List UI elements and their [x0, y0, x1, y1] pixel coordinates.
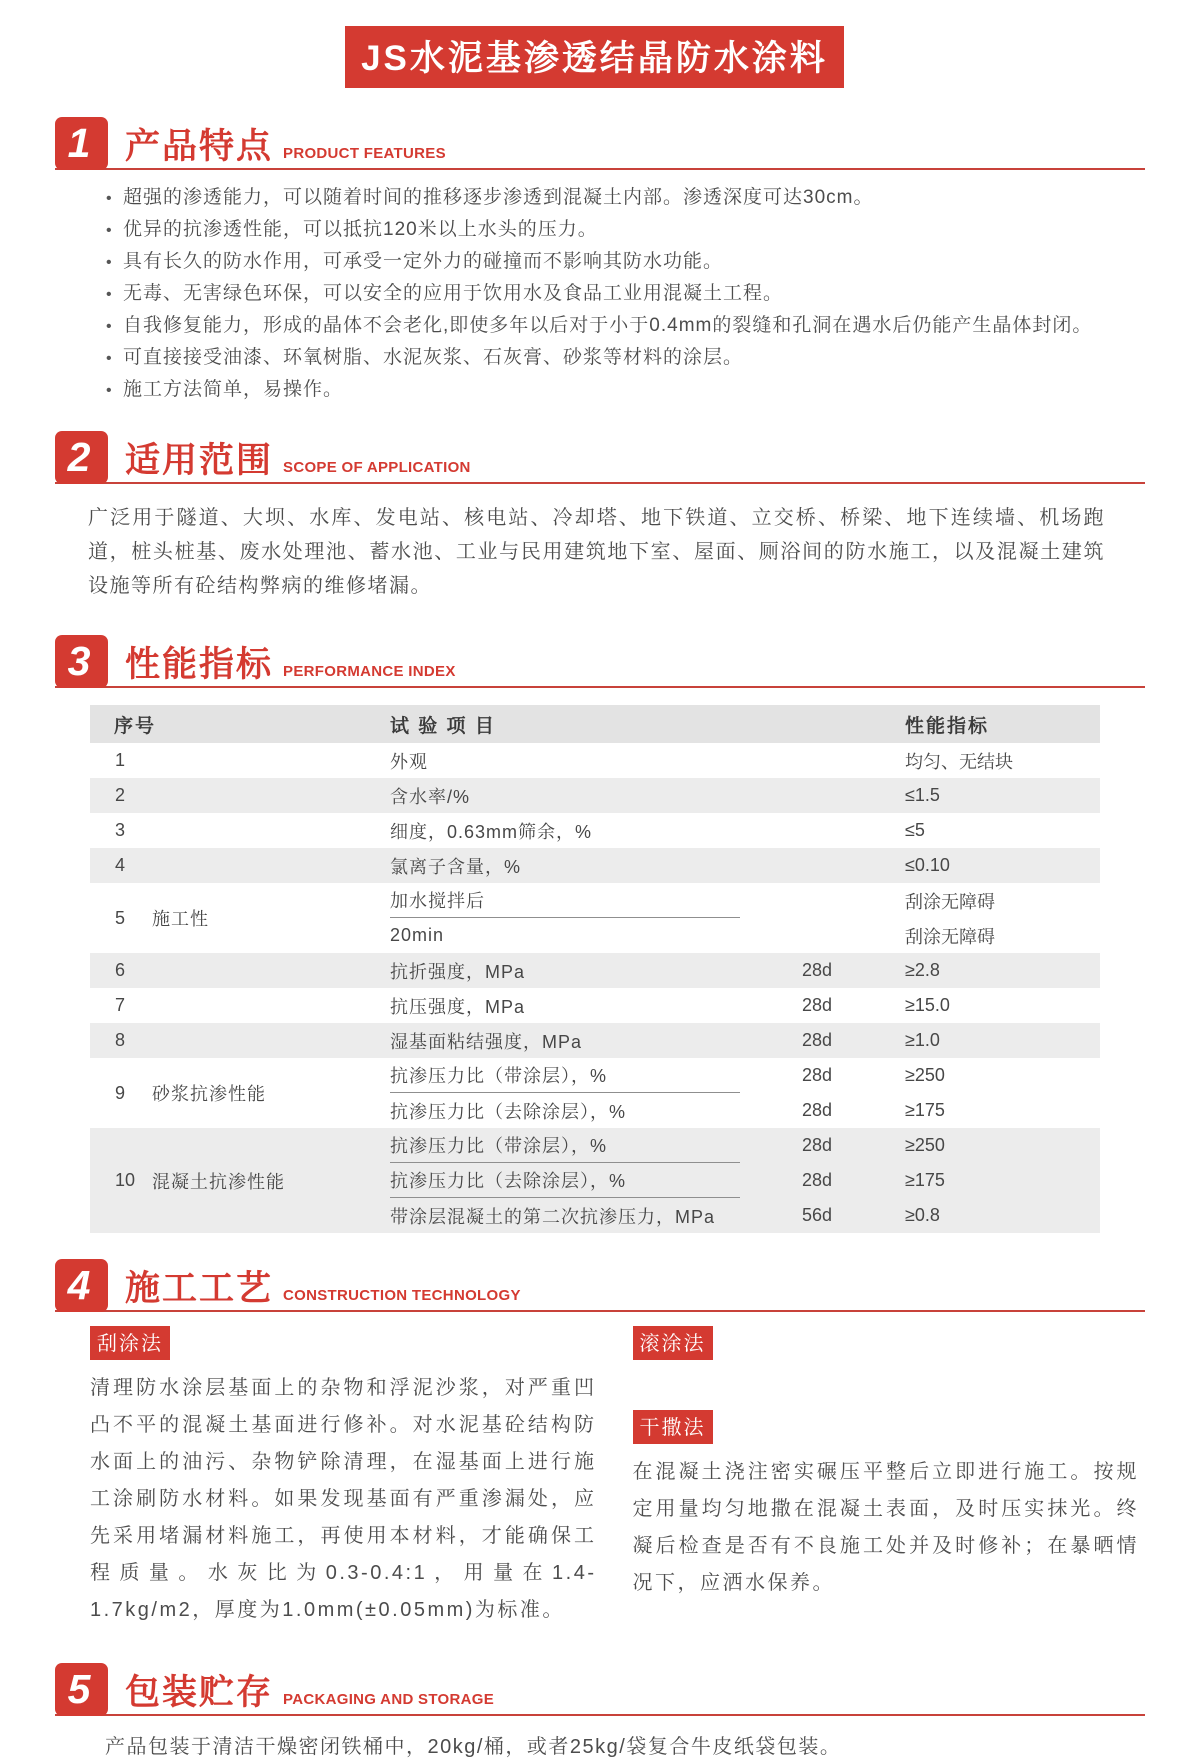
- section-header-performance: [55, 635, 1145, 688]
- cell-row-number: 8: [115, 1030, 126, 1050]
- feature-item: • 优异的抗渗透性能，可以抵抗120米以上水头的压力。: [106, 218, 1099, 241]
- section-number-badge: 1: [55, 117, 108, 170]
- cell-age: 28d: [802, 1065, 833, 1085]
- cell-test-name: 抗渗压力比（带涂层），%: [390, 1128, 740, 1163]
- cell-row-number: 5: [115, 907, 126, 928]
- cell-test-items: [390, 848, 1100, 883]
- section-header-packaging: [55, 1663, 1145, 1716]
- cell-row-number: 3: [115, 820, 126, 840]
- section-header-features: [55, 117, 1145, 170]
- cell-index-value: ≥175: [905, 1170, 945, 1190]
- cell-index-value: ≥2.8: [905, 960, 940, 980]
- test-item-subrow: [390, 918, 1100, 953]
- cell-test-items: [390, 953, 1100, 988]
- cell-age: 28d: [802, 1135, 833, 1155]
- table-row: [90, 1058, 1100, 1128]
- feature-list: [106, 186, 1099, 401]
- cell-row-number: 4: [115, 855, 126, 875]
- section-number-badge: 3: [55, 635, 108, 688]
- section-number-badge: 4: [55, 1259, 108, 1312]
- cell-test-items: [390, 743, 1100, 778]
- method-text-dry-sprinkle: 在混凝土浇注密实碾压平整后立即进行施工。按规定用量均匀地撒在混凝土表面，及时压实抹光。终凝后检查是否有不良施工处并及时修补；在暴晒情况下，应洒水保养。: [632, 1461, 1139, 1594]
- cell-test-items: [390, 1023, 1100, 1058]
- test-item-subrow: [390, 1163, 1100, 1198]
- cell-category: [152, 743, 390, 778]
- cell-test-items: [390, 988, 1100, 1023]
- section-subtitle: SCOPE OF APPLICATION: [283, 459, 471, 476]
- cell-test-name: 含水率/%: [390, 786, 471, 807]
- spacer: [633, 1370, 1140, 1410]
- cell-age: 28d: [802, 1100, 833, 1120]
- cell-test-name: 带涂层混凝土的第二次抗渗压力，MPa: [390, 1206, 716, 1227]
- table-row: [90, 1023, 1100, 1058]
- cell-test-items: [390, 883, 1100, 953]
- method-badge-roller: 滚涂法: [633, 1326, 713, 1360]
- table-row: [90, 953, 1100, 988]
- section-subtitle: CONSTRUCTION TECHNOLOGY: [283, 1287, 521, 1304]
- section-title: 性能指标: [125, 645, 274, 684]
- cell-row-number: 7: [115, 995, 126, 1015]
- cell-age: 28d: [802, 1170, 833, 1190]
- cell-category: [152, 813, 390, 848]
- cell-age: 28d: [802, 995, 833, 1015]
- feature-item: • 无毒、无害绿色环保，可以安全的应用于饮用水及食品工业用混凝土工程。: [106, 282, 1099, 305]
- test-item-subrow: [390, 743, 1100, 778]
- cell-category: [152, 988, 390, 1023]
- method-badge-dry-sprinkle: 干撒法: [633, 1410, 713, 1444]
- cell-test-name: 抗渗压力比（带涂层），%: [390, 1058, 740, 1093]
- test-item-subrow: [390, 1128, 1100, 1163]
- feature-item: • 超强的渗透能力，可以随着时间的推移逐步渗透到混凝土内部。渗透深度可达30cm。: [106, 186, 1099, 209]
- performance-table: [90, 705, 1100, 1233]
- test-item-subrow: [390, 1058, 1100, 1093]
- cell-test-items: [390, 1128, 1100, 1233]
- cell-index-value: ≥250: [905, 1135, 945, 1155]
- test-item-subrow: [390, 813, 1100, 848]
- column-header-index: 性能指标: [905, 715, 990, 737]
- cell-category: [152, 848, 390, 883]
- table-row: [90, 1128, 1100, 1233]
- cell-index-value: ≤0.10: [905, 855, 950, 875]
- cell-index-value: ≥15.0: [905, 995, 950, 1015]
- table-row: [90, 813, 1100, 848]
- cell-index-value: 刮涂无障碍: [905, 891, 995, 912]
- table-row: [90, 883, 1100, 953]
- cell-index-value: ≥1.0: [905, 1030, 940, 1050]
- section-subtitle: PACKAGING AND STORAGE: [283, 1691, 495, 1708]
- section-title: 产品特点: [125, 127, 274, 166]
- construction-columns: [90, 1326, 1139, 1629]
- method-badge-scrape: 刮涂法: [90, 1326, 170, 1360]
- table-row: [90, 988, 1100, 1023]
- cell-row-number: 2: [115, 785, 126, 805]
- feature-item: • 自我修复能力，形成的晶体不会老化,即使多年以后对于小于0.4mm的裂缝和孔洞在遇水后仍能产生晶体封闭。: [106, 314, 1099, 337]
- test-item-subrow: [390, 1198, 1100, 1233]
- construction-right-column: [633, 1326, 1140, 1629]
- test-item-subrow: [390, 1023, 1100, 1058]
- section-number-badge: 2: [55, 431, 108, 484]
- cell-category: [152, 953, 390, 988]
- section-subtitle: PRODUCT FEATURES: [283, 145, 446, 162]
- cell-test-items: [390, 1058, 1100, 1128]
- test-item-subrow: [390, 953, 1100, 988]
- cell-test-name: 细度，0.63mm筛余，%: [390, 821, 593, 842]
- cell-test-name: 氯离子含量，%: [390, 856, 522, 877]
- cell-test-name: 抗压强度，MPa: [390, 996, 526, 1017]
- cell-category: [152, 778, 390, 813]
- cell-index-value: 刮涂无障碍: [905, 926, 995, 947]
- feature-item: • 可直接接受油漆、环氧树脂、水泥灰浆、石灰膏、砂浆等材料的涂层。: [106, 346, 1099, 369]
- test-item-subrow: [390, 1093, 1100, 1128]
- feature-item: • 施工方法简单，易操作。: [106, 378, 1099, 401]
- column-header-no: 序号: [114, 715, 157, 737]
- table-row: [90, 848, 1100, 883]
- cell-test-name: 抗折强度，MPa: [390, 961, 526, 982]
- cell-row-number: 6: [115, 960, 126, 980]
- table-row: [90, 743, 1100, 778]
- packaging-paragraph: 产品包装于清洁干燥密闭铁桶中，20kg/桶，或者25kg/袋复合牛皮纸袋包装。: [105, 1736, 842, 1758]
- cell-test-name: 20min: [390, 925, 445, 945]
- test-item-subrow: [390, 778, 1100, 813]
- scope-paragraph: 广泛用于隧道、大坝、水库、发电站、核电站、冷却塔、地下铁道、立交桥、桥梁、地下连续墙、机场跑道，桩头桩基、废水处理池、蓄水池、工业与民用建筑地下室、屋面、厕浴间的防水施工，以及混凝土建筑设施等所有砼结构弊病的维修堵漏。: [88, 507, 1105, 597]
- section-title: 适用范围: [125, 441, 274, 480]
- cell-category: 混凝土抗渗性能: [152, 1171, 285, 1192]
- cell-age: 28d: [802, 1030, 833, 1050]
- construction-left-column: [90, 1326, 597, 1629]
- section-header-scope: [55, 431, 1145, 484]
- cell-category: [152, 1023, 390, 1058]
- cell-index-value: ≥250: [905, 1065, 945, 1085]
- cell-test-name: 抗渗压力比（去除涂层），%: [390, 1101, 627, 1122]
- page-title: JS水泥基渗透结晶防水涂料: [345, 26, 844, 88]
- section-header-construction: [55, 1259, 1145, 1312]
- section-number-badge: 5: [55, 1663, 108, 1716]
- test-item-subrow: [390, 883, 1100, 918]
- feature-item: • 具有长久的防水作用，可承受一定外力的碰撞而不影响其防水功能。: [106, 250, 1099, 273]
- cell-index-value: ≤1.5: [905, 785, 940, 805]
- cell-category: 砂浆抗渗性能: [152, 1084, 266, 1104]
- cell-index-value: ≤5: [905, 820, 925, 840]
- cell-test-name: 抗渗压力比（去除涂层），%: [390, 1163, 740, 1198]
- cell-test-name: 加水搅拌后: [390, 883, 740, 918]
- cell-row-number: 10: [115, 1170, 136, 1190]
- performance-table-body: [90, 743, 1100, 1233]
- cell-test-items: [390, 778, 1100, 813]
- section-title: 包装贮存: [125, 1673, 274, 1712]
- test-item-subrow: [390, 988, 1100, 1023]
- section-title: 施工工艺: [125, 1269, 274, 1308]
- cell-test-items: [390, 813, 1100, 848]
- cell-index-value: ≥0.8: [905, 1205, 940, 1225]
- cell-test-name: 外观: [390, 751, 428, 772]
- cell-row-number: 1: [115, 750, 126, 770]
- test-item-subrow: [390, 848, 1100, 883]
- table-header-row: [90, 705, 1100, 743]
- cell-index-value: 均匀、无结块: [905, 751, 1013, 772]
- cell-test-name: 湿基面粘结强度，MPa: [390, 1031, 583, 1052]
- cell-row-number: 9: [115, 1082, 126, 1103]
- cell-category: 施工性: [152, 909, 209, 929]
- table-row: [90, 778, 1100, 813]
- cell-age: 56d: [802, 1205, 833, 1225]
- cell-index-value: ≥175: [905, 1100, 945, 1120]
- section-subtitle: PERFORMANCE INDEX: [283, 663, 456, 680]
- cell-age: 28d: [802, 960, 833, 980]
- column-header-item: 试 验 项 目: [390, 715, 496, 737]
- method-text-scrape: 清理防水涂层基面上的杂物和浮泥沙浆，对严重凹凸不平的混凝土基面进行修补。对水泥基砼结构防水面上的油污、杂物铲除清理，在湿基面上进行施工涂刷防水材料。如果发现基面有严重渗漏处，应先采用堵漏材料施工，再使用本材料，才能确保工程质量。水灰比为0.3-0.4:1，用量在1.4-1.7kg/m2，厚度为1.0mm(±0.05mm)为标准。: [90, 1377, 597, 1621]
